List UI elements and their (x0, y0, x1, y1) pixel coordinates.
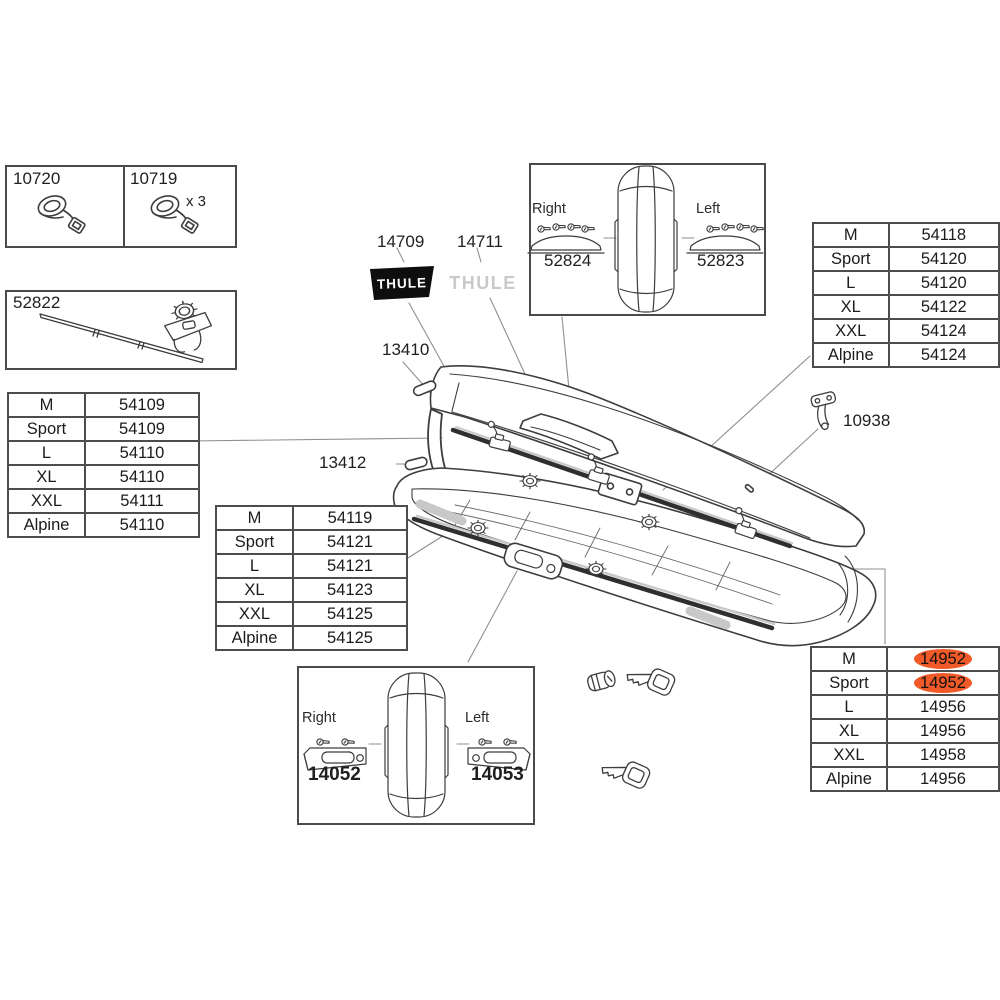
endcaps-box (297, 666, 535, 825)
hinge-part-drawing (810, 391, 842, 431)
thule-logo-black-text: THULE (376, 275, 428, 292)
table-row: Alpine 54124 (813, 343, 999, 367)
key-icon (600, 751, 651, 791)
part-label-strap-multi: 10719 (130, 169, 178, 188)
table-row: XL 54123 (216, 578, 407, 602)
table-row: L 14956 (811, 695, 999, 719)
table-row: M 54119 (216, 506, 407, 530)
table-row: Sport 14952 (811, 671, 999, 695)
table-row: XL 54110 (8, 465, 199, 489)
lock-kit-table (810, 646, 1000, 792)
knob-icon (468, 520, 488, 536)
table-row: L 54110 (8, 441, 199, 465)
table-row: Alpine 54110 (8, 513, 199, 537)
table-row: XL 54122 (813, 295, 999, 319)
part-label-lid-spacer-front: 13410 (382, 340, 430, 359)
thule-sticker-gray (449, 273, 517, 293)
strap-box-divider (123, 167, 125, 246)
table-row: XL 14956 (811, 719, 999, 743)
table-row: L 54121 (216, 554, 407, 578)
base-fittings-table (215, 505, 408, 651)
table-row: Sport 54120 (813, 247, 999, 271)
strap-qty-note: x 3 (186, 193, 207, 210)
lock-cylinder-drawing (586, 670, 616, 692)
part-label-sticker-gray: 14711 (457, 232, 504, 251)
table-row: XXL 54124 (813, 319, 999, 343)
table-row: L 54120 (813, 271, 999, 295)
part-label-lid-bracket-right: 52824 (544, 251, 592, 270)
part-label-lid-bracket-left: 52823 (697, 251, 745, 270)
part-label-endcap-left: 14053 (471, 764, 524, 785)
lid-fittings-table-left (7, 392, 200, 538)
roofbox-exploded-drawing (394, 366, 876, 646)
table-row: XXL 54111 (8, 489, 199, 513)
table-row: M 54109 (8, 393, 199, 417)
table-row: Sport 54109 (8, 417, 199, 441)
endcap-left-side-label: Left (465, 710, 490, 726)
knob-icon (586, 561, 606, 577)
spacer-pill-13412 (404, 456, 428, 470)
table-row: Sport 54121 (216, 530, 407, 554)
lid-bracket-right-side-label: Right (532, 201, 566, 217)
thule-sticker-black (370, 266, 434, 300)
part-label-sticker-black: 14709 (377, 232, 425, 251)
table-row: Alpine 14956 (811, 767, 999, 791)
knob-icon (639, 514, 659, 530)
part-label-endcap-right: 14052 (308, 764, 361, 785)
table-row: M 54118 (813, 223, 999, 247)
lid-fittings-table-right (812, 222, 1000, 368)
key-icon (625, 658, 676, 698)
table-row: M 14952 (811, 647, 999, 671)
lid-brackets-box (529, 163, 766, 316)
knob-icon (520, 473, 540, 489)
part-label-hinge: 10938 (843, 411, 891, 430)
thule-logo-gray-text: THULE (449, 273, 517, 293)
table-row: Alpine 54125 (216, 626, 407, 650)
part-label-lid-spacer-side: 13412 (319, 453, 367, 472)
endcap-right-side-label: Right (302, 710, 336, 726)
part-label-strap-single: 10720 (13, 169, 61, 188)
table-row: XXL 14958 (811, 743, 999, 767)
table-row: XXL 54125 (216, 602, 407, 626)
lid-bracket-left-side-label: Left (696, 201, 721, 217)
part-label-rod-kit: 52822 (13, 293, 61, 312)
